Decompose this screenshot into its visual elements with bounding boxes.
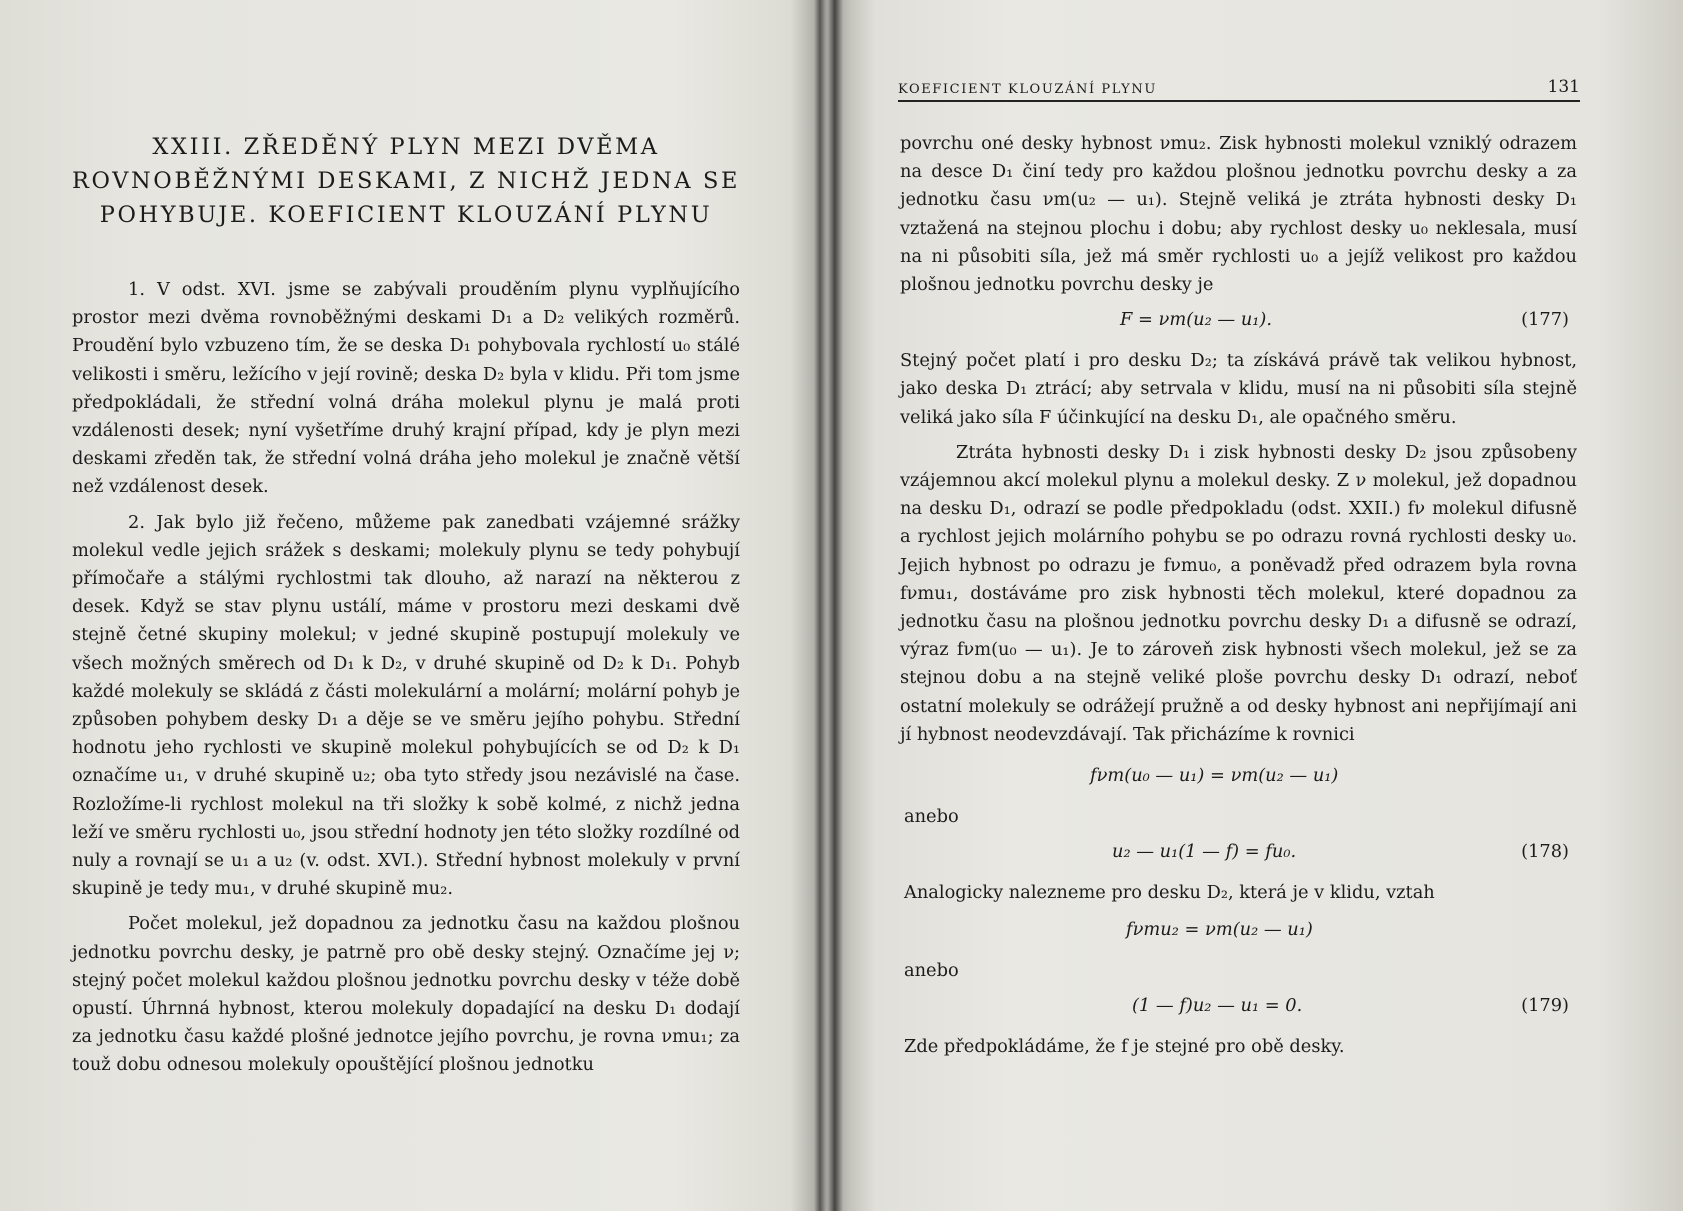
chapter-title-line-3: POHYBUJE. KOEFICIENT KLOUZÁNÍ PLYNU <box>99 202 713 228</box>
equation-unnumbered-2 <box>900 915 1577 951</box>
equation-178-number: (178) <box>1521 841 1569 863</box>
running-head-title: KOEFICIENT KLOUZÁNÍ PLYNU <box>898 82 1157 97</box>
equation-179-number: (179) <box>1521 995 1569 1017</box>
paragraph-2: 2. Jak bylo již řečeno, můžeme pak zanedbati vzájemné srážky molekul vedle jejich srážek s deskami; molekuly plynu se tedy pohybují přímočaře a stálými rychlostmi tak dlouho, až narazí na některou z desek. Když se stav plynu ustálí, máme v prostoru mezi deskami dvě stejně četné skupiny molekul; v jedné skupině postupují molekuly ve všech možných směrech od D₁ k D₂, v druhé skupině od D₂ k D₁. Pohyb každé molekuly se skládá z části molekulární a molární; molární pohyb je způsoben pohybem desky D₁ a děje se ve směru jejího pohybu. Střední hodnotu jeho rychlosti ve skupině molekul pohybujících se od D₂ k D₁ označíme u₁, v druhé skupině u₂; oba tyto středy jsou nezávislé na čase. Rozložíme-li rychlost molekul na tři složky k sobě kolmé, z nichž jedna leží ve směru rychlosti u₀, jsou střední hodnoty jen této složky rozdílné od nuly a rovnají se u₁ a u₂ (v. odst. XVI.). Střední hybnost molekuly v první skupině je tedy mu₁, v druhé skupině mu₂. <box>72 511 740 900</box>
anebo-label-1: anebo <box>904 806 959 828</box>
chapter-title-line-1: XXIII. ZŘEDĚNÝ PLYN MEZI DVĚMA <box>152 134 660 160</box>
equation-177-number: (177) <box>1521 309 1569 331</box>
paragraph-momentum: Ztráta hybnosti desky D₁ i zisk hybnosti desky D₂ jsou způsobeny vzájemnou akcí molekul plynu a molekul desky. Z ν molekul, jež dopadnou na desku D₁, odrazí se podle předpokladu (odst. XXII.) fν molekul difusně a rychlost jejich molárního pohybu se po odrazu rovná rychlosti desky u₀. Jejich hybnost po odrazu je fνmu₀, a poněvadž před odrazem byla rovna fνmu₁, dostáváme pro zisk hybnosti těch molekul, které dopadnou za jednotku času na plošnou jednotku povrchu desky D₁ a difusně se odrazí, výraz fνm(u₀ — u₁). Je to zároveň zisk hybnosti všech molekul, jež se za stejnou dobu a na stejně veliké ploše povrchu desky D₁ odrazí, neboť ostatní molekuly se odrážejí pružně a od desky hybnost ani nepřijímají ani jí hybnost neodevzdávají. Tak přicházíme k rovnici <box>900 441 1577 745</box>
left-page <box>0 0 810 1211</box>
equation-178-body: u₂ — u₁(1 — f) = fu₀. <box>1112 841 1297 863</box>
paragraph-continued: povrchu oné desky hybnost νmu₂. Zisk hybnosti molekul vzniklý odrazem na desce D₁ činí tedy pro každou plošnou jednotku povrchu desky a za jednotku času νm(u₂ — u₁). Stejně veliká je ztráta hybnosti desky D₁ vztažená na stejnou plochu i dobu; aby rychlost desky u₀ neklesala, musí na ni působiti síla, jež má směr rychlosti u₀ a jejíž velikost pro každou plošnou jednotku povrchu desky je <box>900 133 1577 296</box>
paragraph-1: 1. V odst. XVI. jsme se zabývali prouděním plynu vyplňujícího prostor mezi dvěma rovnoběžnými deskami D₁ a D₂ velikých rozměrů. Proudění bylo vzbuzeno tím, že se deska D₁ pohybovala rychlostí u₀ stálé velikosti i směru, ležícího v její rovině; deska D₂ byla v klidu. Při tom jsme předpokládali, že střední volná dráha molekul plynu je malá proti vzdálenosti desek; nyní vyšetříme druhý krajní případ, kdy je plyn mezi deskami zředěn tak, že střední volná dráha jeho molekul je značně větší než vzdálenost desek. <box>72 279 740 498</box>
chapter-title-line-2: ROVNOBĚŽNÝMI DESKAMI, Z NICHŽ JEDNA SE <box>71 168 741 194</box>
equation-unnumbered-2-body: fνmu₂ = νm(u₂ — u₁) <box>1126 919 1313 941</box>
equation-178 <box>900 837 1577 873</box>
right-page <box>822 0 1683 1211</box>
equation-unnumbered-1-body: fνm(u₀ — u₁) = νm(u₂ — u₁) <box>1090 765 1339 787</box>
equation-177-body: F = νm(u₂ — u₁). <box>1120 309 1272 331</box>
anebo-label-2: anebo <box>904 960 959 982</box>
equation-179-body: (1 — f)u₂ — u₁ = 0. <box>1132 995 1303 1017</box>
chapter-title <box>66 130 746 232</box>
paragraph-analogy: Analogicky nalezneme pro desku D₂, která je v klidu, vztah <box>904 882 1435 904</box>
left-body <box>72 276 740 1080</box>
paragraph-3: Počet molekul, jež dopadnou za jednotku času na každou plošnou jednotku povrchu desky, je patrně pro obě desky stejný. Označíme jej ν; stejný počet molekul každou plošnou jednotku povrchu desky v téže době opustí. Úhrnná hybnost, kterou molekuly dopadající na desku D₁ dodají za jednotku času každé plošné jednotce jejího povrchu, je rovna νmu₁; za touž dobu odnesou molekuly opouštějící plošnou jednotku <box>72 913 740 1076</box>
paragraph-desk-d2: Stejný počet platí i pro desku D₂; ta získává právě tak velikou hybnost, jako deska D₁ ztrácí; aby setrvala v klidu, musí na ni působiti síla stejně veliká jako síla F účinkující na desku D₁, ale opačného směru. <box>900 350 1577 428</box>
right-body <box>900 130 1577 1061</box>
page-number: 131 <box>1547 77 1580 97</box>
equation-179 <box>900 991 1577 1027</box>
equation-177 <box>900 305 1577 341</box>
running-head <box>898 78 1580 102</box>
paragraph-assumption: Zde předpokládáme, že f je stejné pro obě desky. <box>904 1036 1345 1058</box>
equation-unnumbered-1 <box>900 761 1577 797</box>
